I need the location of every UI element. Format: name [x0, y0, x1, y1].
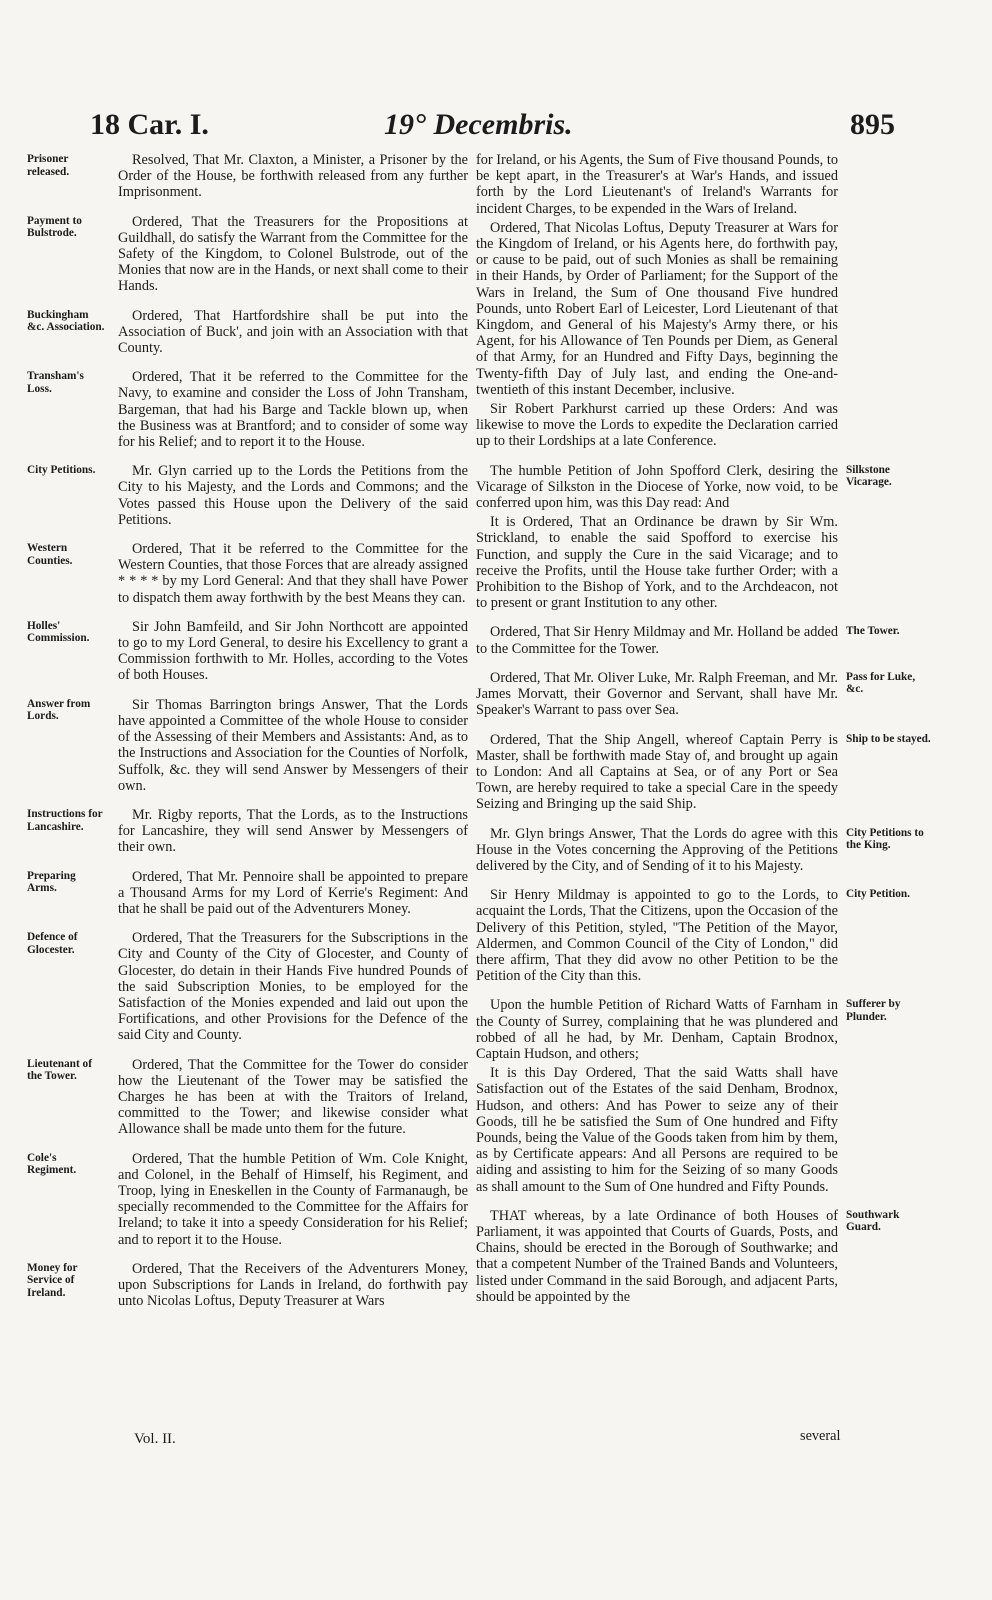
- margin-note: The Tower.: [846, 625, 900, 638]
- paragraph: Ordered, That Mr. Oliver Luke, Mr. Ralph Freeman, and Mr. James Morvatt, their Governor and Servant, shall have Mr. Speaker's Warrant to pass over Sea.: [476, 669, 838, 719]
- paragraph: It is Ordered, That an Ordinance be drawn by Sir Wm. Strickland, to enable the said Spofford to exercise his Function, and supply the Cure in the said Vicarage; and to receive the Profits, until the House take further Order; with a Prohibition to the Bishop of York, and to the Archdeacon, not to present or grant Institution to any other.: [476, 514, 838, 612]
- margin-note: Western Counties.: [27, 542, 73, 567]
- paragraph: Mr. Glyn brings Answer, That the Lords do agree with this House in the Votes concerning the Approving of the Petitions delivered by the City, and of Sending of it to his Majesty.: [476, 825, 838, 874]
- paragraph: THAT whereas, by a late Ordinance of both Houses of Parliament, it was appointed that Courts of Guards, Posts, and Chains, should be erected in the Borough of Southwarke; and that a competent Number of the Trained Bands and Volunteers, listed under Command in the said Borough, and adjacent Parts, should be appointed by the: [476, 1207, 838, 1305]
- margin-note: City Petitions.: [27, 464, 96, 477]
- margin-note: City Petition.: [846, 888, 911, 901]
- margin-note: Transham's Loss.: [27, 370, 84, 395]
- left-text-column: [118, 152, 468, 1322]
- catchword: several: [800, 1428, 841, 1444]
- margin-note: Answer from Lords.: [27, 697, 91, 723]
- margin-note: Pass for Luke, &c.: [846, 670, 916, 696]
- paragraph: Ordered, That the Treasurers for the Propositions at Guildhall, do satisfy the Warrant from the Committee for the Safety of the Kingdom, to Colonel Bulstrode, out of the Monies that now are in the Hands, or next shall come to their Hands.: [118, 213, 468, 295]
- paragraph: Ordered, That Mr. Pennoire shall be appointed to prepare a Thousand Arms for my Lord of Kerrie's Regiment: And that he shall be paid out of the Adventurers Money.: [118, 868, 468, 917]
- margin-note: Cole's Regiment.: [27, 1151, 77, 1177]
- margin-note: Lieutenant of the Tower.: [27, 1057, 92, 1083]
- paragraph: Resolved, That Mr. Claxton, a Minister, a Prisoner by the Order of the House, be forthwith released from any further Imprisonment.: [118, 152, 468, 201]
- running-head-date: 19° Decembris.: [384, 108, 573, 141]
- margin-note: Southwark Guard.: [846, 1208, 900, 1234]
- margin-note: Payment to Bulstrode.: [27, 214, 82, 240]
- paragraph: Mr. Rigby reports, That the Lords, as to the Instructions for Lancashire, they will send Answer by Messengers of their own.: [118, 806, 468, 856]
- margin-note: Sufferer by Plunder.: [846, 998, 901, 1023]
- margin-note: Preparing Arms.: [27, 869, 76, 895]
- paragraph: Sir Thomas Barrington brings Answer, That the Lords have appointed a Committee of the whole House to consider of the Assessing of their Members and Assistants: And, as to the Instructions and Association for the Counties of Norfolk, Suffolk, &c. they will send Answer by Messengers of their own.: [118, 696, 468, 794]
- paragraph: Mr. Glyn carried up to the Lords the Petitions from the City to his Majesty, and the Lords and Commons; and the Votes passed this House upon the Delivery of the said Petitions.: [118, 463, 468, 528]
- right-text-column: [476, 152, 838, 1318]
- paragraph: Upon the humble Petition of Richard Watts of Farnham in the County of Surrey, complaining that he was plundered and robbed of all he had, by Mr. Denham, Captain Brodnox, Captain Hudson, and others;: [476, 997, 838, 1062]
- paragraph: Ordered, That the humble Petition of Wm. Cole Knight, and Colonel, in the Behalf of Himself, his Regiment, and Troop, lying in Eneskellen in the County of Farmanaugh, be specially recommended to the Committee for the Affairs for Ireland; to take it into a speedy Consideration for his Relief; and to report it to the House.: [118, 1150, 468, 1248]
- paragraph: Ordered, That the Ship Angell, whereof Captain Perry is Master, shall be forthwith made Stay of, and brought up again to London: And all Captains at Sea, or of any Port or Sea Town, are hereby required to take a special Care in the speedy Seizing and Bringing up the said Ship.: [476, 731, 838, 813]
- margin-note: Buckingham &c. Association.: [27, 308, 105, 334]
- paragraph: Ordered, That Nicolas Loftus, Deputy Treasurer at Wars for the Kingdom of Ireland, or his Agents here, do forthwith pay, or cause to be paid, out of such Monies as shall be remaining in their Hands, by Order of Parliament; for the Support of the Wars in Ireland, the Sum of One thousand Five hundred Pounds, unto Robert Earl of Leicester, Lord Lieutenant of that Kingdom, and General of his Majesty's Army there, or his Agent, for his Allowance of Ten Pounds per Diem, as General of that Army, for an Hundred and Fifty Days, beginning the Twenty-fifth Day of July last, and ending the One-and-twentieth of this instant December, inclusive.: [476, 219, 838, 398]
- paragraph: for Ireland, or his Agents, the Sum of Five thousand Pounds, to be kept apart, in the Treasurer's at War's Hands, and issued forth by the Lord Lieutenant's of Ireland's Warrants for incident Charges, to be expended in the Wars of Ireland.: [476, 152, 838, 217]
- paragraph: Ordered, That the Committee for the Tower do consider how the Lieutenant of the Tower may be satisfied the Charges he has been at with the Traitors of Ireland, committed to the Tower; and likewise consider what Allowance shall be made unto them for the future.: [118, 1056, 468, 1138]
- paragraph: Sir Henry Mildmay is appointed to go to the Lords, to acquaint the Lords, That the Citizens, upon the Occasion of the Delivery of this Petition, styled, "The Petition of the Mayor, Aldermen, and Common Council of the City of London," did there affirm, That they did avow no other Petition to be the Petition of the City than this.: [476, 887, 838, 985]
- margin-note: Ship to be stayed.: [846, 732, 931, 745]
- margin-note: Holles' Commission.: [27, 619, 90, 645]
- margin-note: Silkstone Vicarage.: [846, 463, 892, 489]
- paragraph: Sir Robert Parkhurst carried up these Orders: And was likewise to move the Lords to expedite the Declaration carried up to their Lordships at a late Conference.: [476, 401, 838, 450]
- paragraph: Ordered, That the Treasurers for the Subscriptions in the City and County of the City of Glocester, and County of Glocester, do detain in their Hands Five hundred Pounds of the said Subscription Monies, to be employed for the Satisfaction of the Monies expended and laid out upon the Fortifications, and other Provisions for the Defence of the said City and County.: [118, 930, 468, 1044]
- margin-note: Instructions for Lancashire.: [27, 807, 103, 833]
- paragraph: Ordered, That Hartfordshire shall be put into the Association of Buck', and join with an Association with that County.: [118, 307, 468, 357]
- paragraph: Sir John Bamfeild, and Sir John Northcott are appointed to go to my Lord General, to desire his Excellency to grant a Commission forthwith to Mr. Holles, according to the Votes of both Houses.: [118, 618, 468, 684]
- page-number: 895: [850, 108, 895, 141]
- paragraph: Ordered, That it be referred to the Committee for the Western Counties, that those Forces that are already assigned * * * * by my Lord General: And that they shall have Power to dispatch them away forthwith by the best Means they can.: [118, 541, 468, 606]
- paragraph: The humble Petition of John Spofford Clerk, desiring the Vicarage of Silkston in the Diocese of Yorke, now void, to be conferred upon him, was this Day read: And: [476, 462, 838, 512]
- paragraph: Ordered, That the Receivers of the Adventurers Money, upon Subscriptions for Lands in Ireland, do forthwith pay unto Nicolas Loftus, Deputy Treasurer at Wars: [118, 1260, 468, 1310]
- margin-note: City Petitions to the King.: [846, 826, 924, 852]
- running-head-regnal-year: 18 Car. I.: [90, 108, 209, 141]
- paragraph: It is this Day Ordered, That the said Watts shall have Satisfaction out of the Estates of the said Denham, Brodnox, Hudson, and others: And has Power to seize any of their Goods, till he be satisfied the Sum of One hundred and Fifty Pounds, being the Value of the Goods taken from him by them, as by Certificate appears: And all Persons are required to be aiding and assisting to him for the Seizing of so many Goods as shall amount to the Sum of One hundred and Fifty Pounds.: [476, 1065, 838, 1195]
- paragraph: Ordered, That Sir Henry Mildmay and Mr. Holland be added to the Committee for the Tower.: [476, 624, 838, 657]
- margin-note: Money for Service of Ireland.: [27, 1261, 78, 1299]
- margin-note: Prisoner released.: [27, 153, 70, 178]
- margin-note: Defence of Glocester.: [27, 931, 78, 956]
- paragraph: Ordered, That it be referred to the Committee for the Navy, to examine and consider the Loss of John Transham, Bargeman, that had his Barge and Tackle blown up, when the Business was at Brantford; and to consider of some way for his Relief; and to report it to the House.: [118, 369, 468, 451]
- volume-signature: Vol. II.: [134, 1431, 176, 1447]
